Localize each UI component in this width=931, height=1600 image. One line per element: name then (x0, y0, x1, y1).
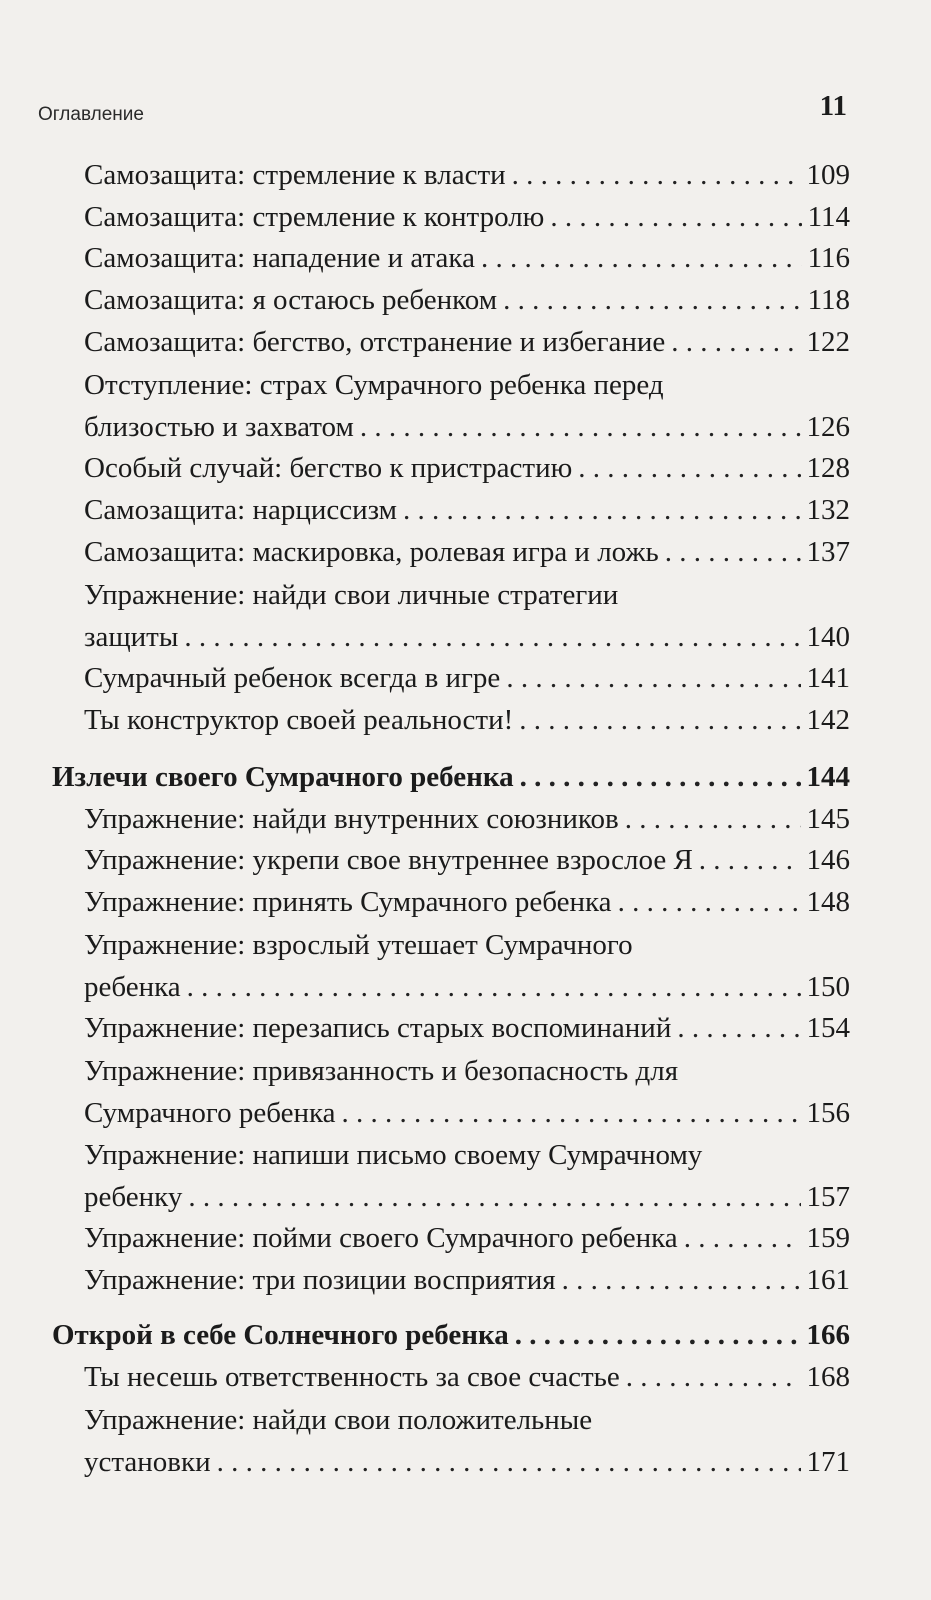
toc-page-number: 156 (806, 1097, 850, 1129)
toc-entry[interactable] (84, 885, 850, 919)
toc-entry[interactable] (84, 283, 850, 317)
toc-entry[interactable] (84, 410, 850, 444)
toc-page-number: 118 (807, 284, 850, 316)
leader-dots (625, 802, 801, 836)
toc-entry[interactable] (84, 970, 850, 1004)
toc-entry-title: Упражнение: три позиции восприятия (84, 1264, 556, 1296)
toc-entry-title: Самозащита: я остаюсь ребенком (84, 284, 498, 316)
toc-page-number: 154 (806, 1012, 850, 1044)
toc-entry[interactable] (84, 241, 850, 275)
toc-entry[interactable] (84, 325, 850, 359)
toc-entry[interactable] (84, 661, 850, 695)
toc-page-number: 122 (806, 326, 850, 358)
leader-dots (671, 325, 800, 359)
toc-entry[interactable] (84, 1360, 850, 1394)
toc-entry[interactable] (84, 1011, 850, 1045)
toc-page-number: 141 (806, 662, 850, 694)
leader-dots (187, 970, 801, 1004)
toc-entry-title: Сумрачного ребенка (84, 1097, 336, 1129)
toc-page-number: 159 (806, 1222, 850, 1254)
toc-entry-title-line1: Упражнение: найди свои личные стратегии (84, 579, 619, 611)
toc-page-number: 171 (806, 1446, 850, 1478)
toc-page-number: 150 (806, 971, 850, 1003)
leader-dots (503, 283, 801, 317)
toc-entry[interactable] (84, 703, 850, 737)
toc-entry[interactable] (84, 802, 850, 836)
toc-entry[interactable] (84, 200, 850, 234)
toc-page-number: 126 (806, 411, 850, 443)
leader-dots (626, 1360, 801, 1394)
toc-entry-title: Самозащита: нападение и атака (84, 242, 475, 274)
toc-entry[interactable] (84, 158, 850, 192)
toc-page-number: 157 (806, 1181, 850, 1213)
toc-entry[interactable] (84, 1096, 850, 1130)
toc-entry-title: Особый случай: бегство к пристрастию (84, 452, 573, 484)
toc-page-number: 137 (806, 536, 850, 568)
toc-entry[interactable] (84, 451, 850, 485)
toc-entry[interactable] (84, 493, 850, 527)
toc-entry-title: Упражнение: принять Сумрачного ребенка (84, 886, 612, 918)
toc-entry[interactable] (84, 1445, 850, 1479)
toc-entry-title: установки (84, 1446, 211, 1478)
toc-entry[interactable] (84, 1263, 850, 1297)
leader-dots (481, 241, 802, 275)
toc-entry-title: Ты несешь ответственность за свое счастье (84, 1361, 620, 1393)
leader-dots (515, 1318, 801, 1352)
toc-entry-title-line1: Упражнение: взрослый утешает Сумрачного (84, 929, 633, 961)
toc-page-number: 144 (806, 761, 850, 793)
leader-dots (360, 410, 801, 444)
toc-page-number: 114 (807, 201, 850, 233)
toc-entry-title: Упражнение: укрепи свое внутреннее взрослое Я (84, 844, 693, 876)
toc-section-entry[interactable] (52, 1318, 850, 1352)
toc-page-number: 148 (806, 886, 850, 918)
leader-dots (699, 843, 801, 877)
toc-entry-title: ребенку (84, 1181, 183, 1213)
leader-dots (217, 1445, 801, 1479)
toc-entry-title-line1: Упражнение: привязанность и безопасность для (84, 1055, 679, 1087)
leader-dots (341, 1096, 800, 1130)
toc-entry-title: Самозащита: стремление к власти (84, 159, 506, 191)
running-head: Оглавление (38, 104, 144, 125)
toc-page-number: 146 (806, 844, 850, 876)
toc-section-entry[interactable] (52, 760, 850, 794)
leader-dots (677, 1011, 800, 1045)
toc-entry-title-line1: Отступление: страх Сумрачного ребенка перед (84, 369, 664, 401)
toc-entry-title: Самозащита: стремление к контролю (84, 201, 545, 233)
leader-dots (519, 703, 800, 737)
toc-page-number: 140 (806, 621, 850, 653)
leader-dots (550, 200, 801, 234)
toc-entry-title: Открой в себе Солнечного ребенка (52, 1319, 509, 1351)
toc-entry[interactable] (84, 620, 850, 654)
page-number: 11 (819, 90, 847, 122)
toc-page-number: 109 (806, 159, 850, 191)
leader-dots (188, 1180, 800, 1214)
toc-entry-title-line1: Упражнение: найди свои положительные (84, 1404, 593, 1436)
leader-dots (562, 1263, 801, 1297)
toc-entry[interactable] (84, 843, 850, 877)
toc-entry[interactable] (84, 1180, 850, 1214)
toc-entry-title: Упражнение: пойми своего Сумрачного ребенка (84, 1222, 678, 1254)
toc-entry-title-line1: Упражнение: напиши письмо своему Сумрачному (84, 1139, 703, 1171)
toc-entry-title: Самозащита: нарциссизм (84, 494, 398, 526)
toc-page-number: 132 (806, 494, 850, 526)
leader-dots (520, 760, 801, 794)
toc-entry-title: близостью и захватом (84, 411, 354, 443)
toc-page-number: 116 (807, 242, 850, 274)
leader-dots (618, 885, 801, 919)
toc-entry[interactable] (84, 1221, 850, 1255)
leader-dots (184, 620, 800, 654)
toc-entry-title: Упражнение: найди внутренних союзников (84, 803, 619, 835)
toc-entry[interactable] (84, 535, 850, 569)
toc-page-number: 142 (806, 704, 850, 736)
toc-page-number: 128 (806, 452, 850, 484)
toc-entry-title: Излечи своего Сумрачного ребенка (52, 761, 514, 793)
leader-dots (506, 661, 800, 695)
toc-entry-title: ребенка (84, 971, 181, 1003)
toc-page-number: 161 (806, 1264, 850, 1296)
leader-dots (578, 451, 800, 485)
toc-entry-title: Сумрачный ребенок всегда в игре (84, 662, 501, 694)
toc-entry-title: защиты (84, 621, 179, 653)
leader-dots (684, 1221, 801, 1255)
leader-dots (665, 535, 801, 569)
leader-dots (512, 158, 801, 192)
toc-entry-title: Самозащита: маскировка, ролевая игра и ложь (84, 536, 659, 568)
toc-entry-title: Ты конструктор своей реальности! (84, 704, 514, 736)
toc-entry-title: Самозащита: бегство, отстранение и избегание (84, 326, 666, 358)
leader-dots (403, 493, 800, 527)
toc-page-number: 145 (806, 803, 850, 835)
toc-entry-title: Упражнение: перезапись старых воспоминаний (84, 1012, 672, 1044)
toc-page-number: 166 (806, 1319, 850, 1351)
toc-page-number: 168 (806, 1361, 850, 1393)
